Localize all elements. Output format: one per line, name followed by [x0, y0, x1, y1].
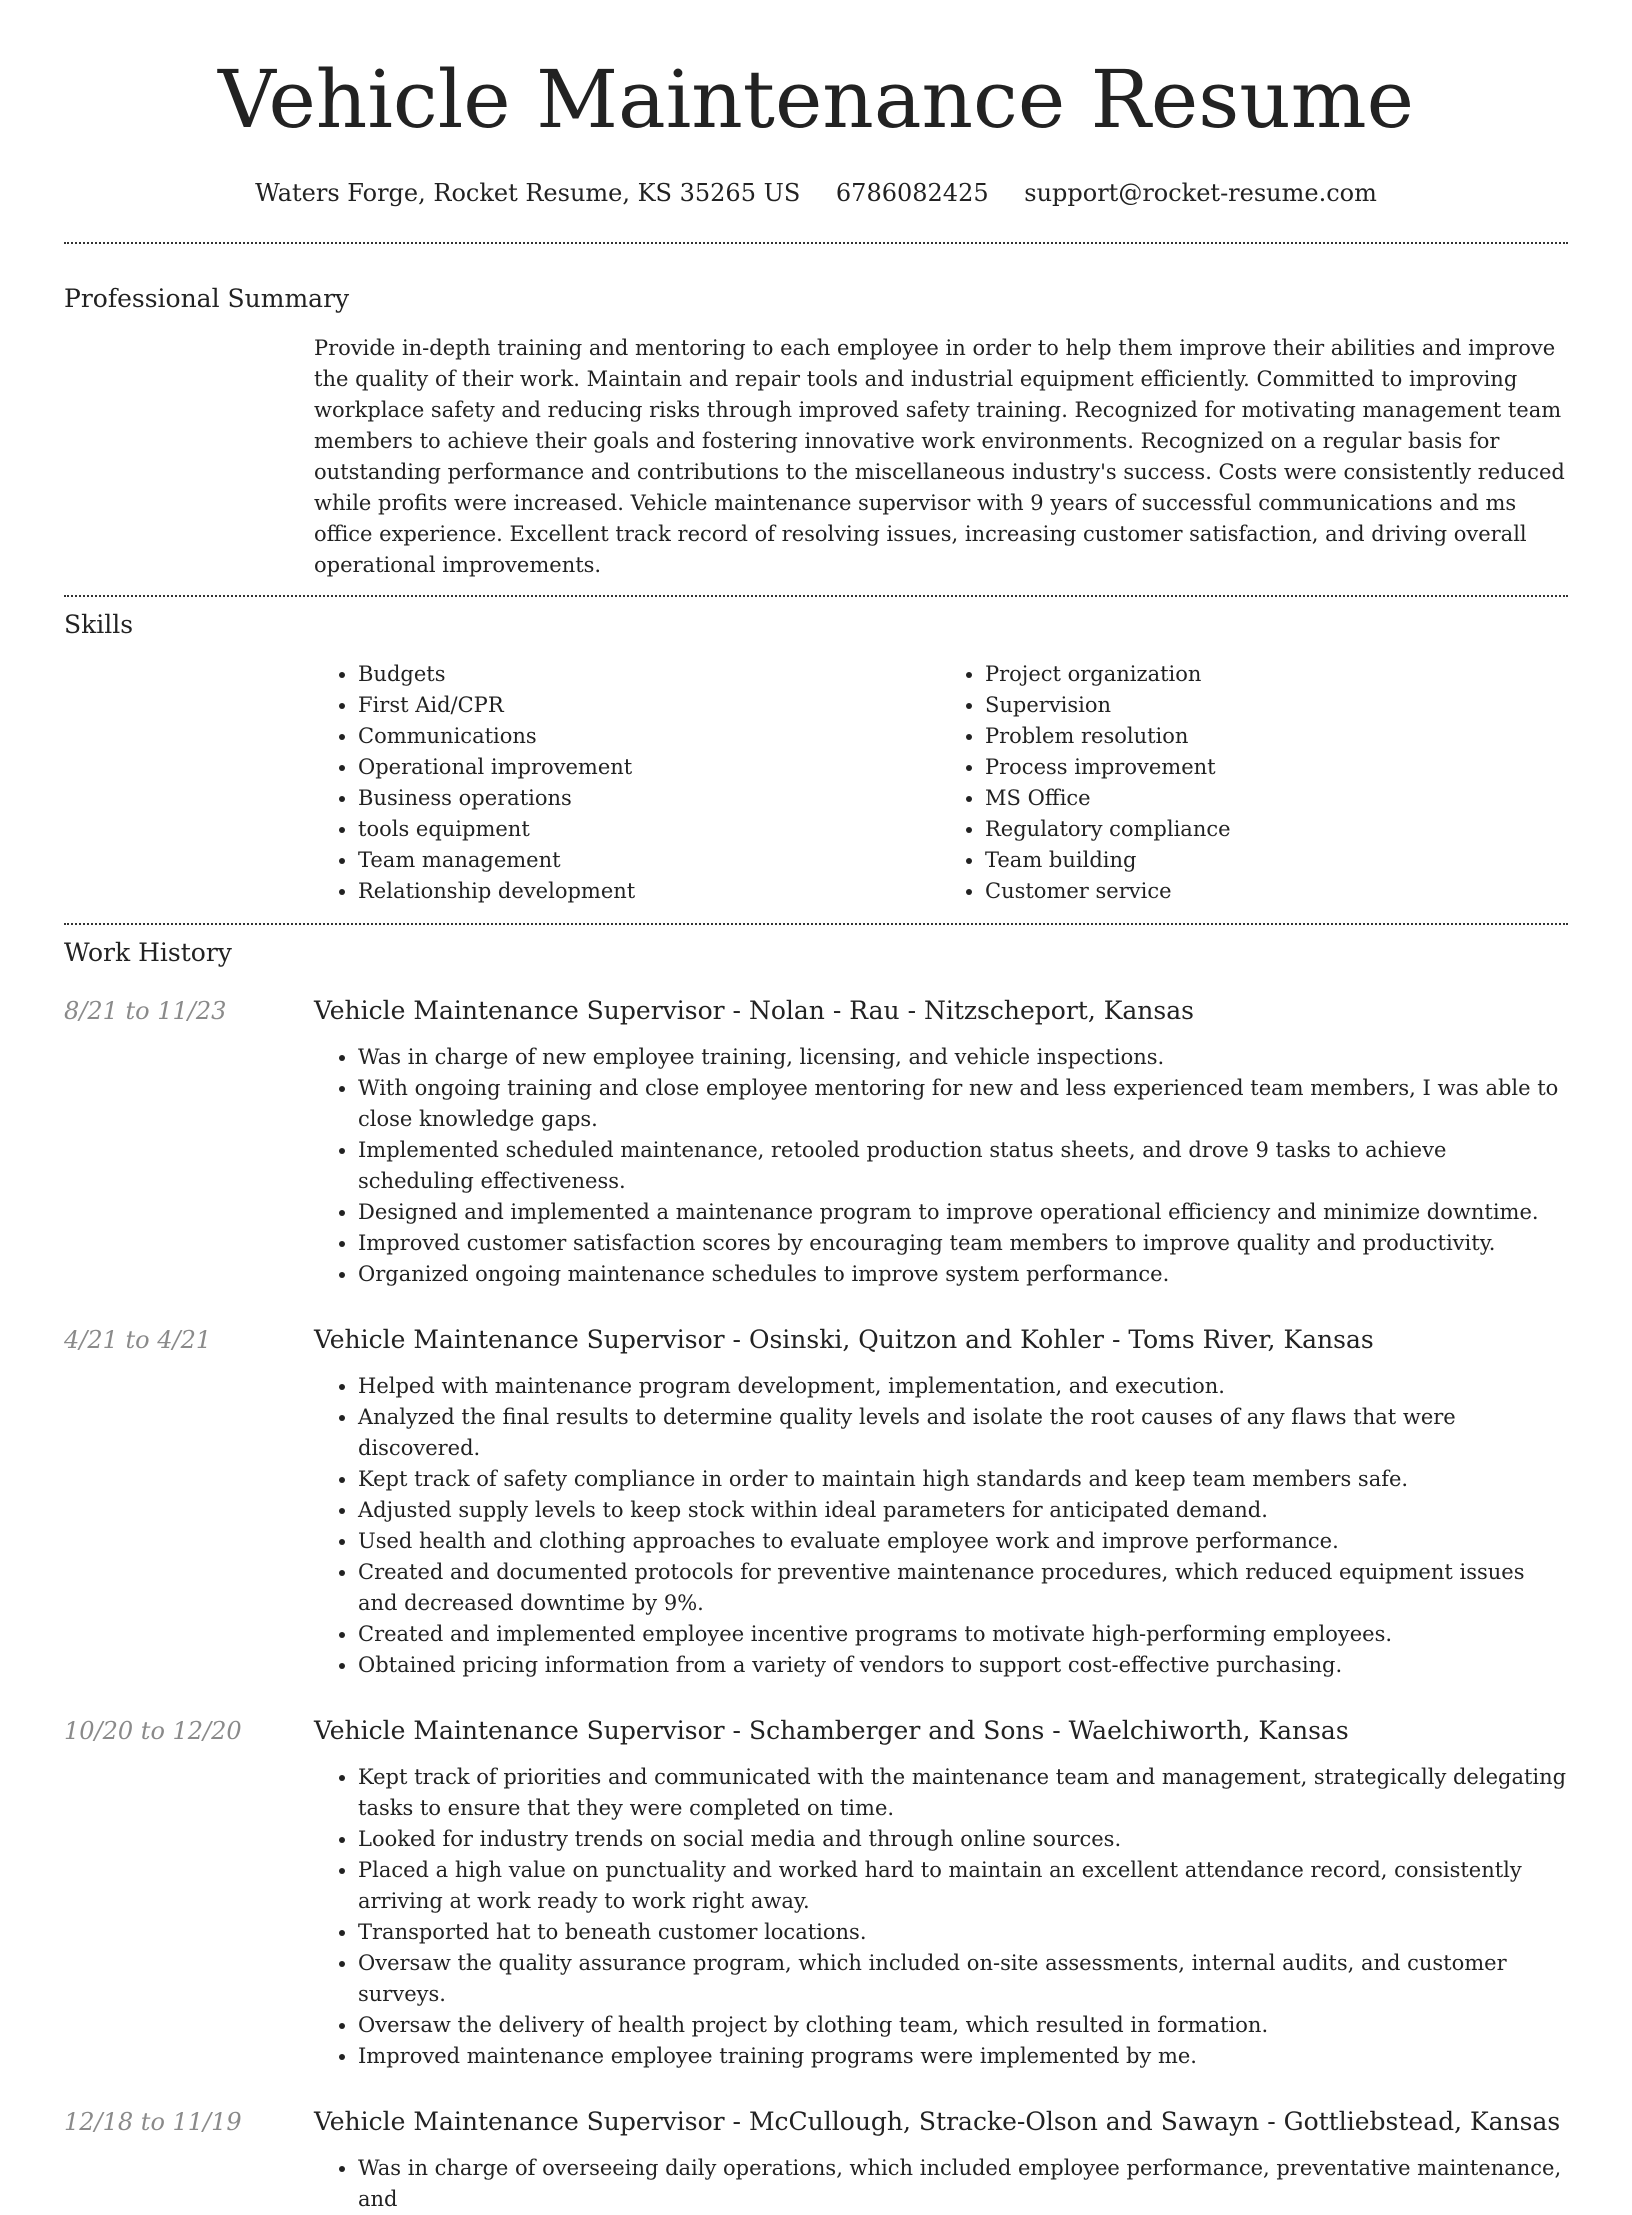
- job-bullet: • Was in charge of overseeing daily operations, which included employee performance, preventative maintenance, and: [358, 2153, 1568, 2215]
- job-bullet: • Looked for industry trends on social media and through online sources.: [358, 1824, 1568, 1855]
- job-bullet: • Improved maintenance employee training programs were implemented by me.: [358, 2041, 1568, 2072]
- job-bullet: • Oversaw the quality assurance program, which included on-site assessments, internal audits, and customer surveys.: [358, 1948, 1568, 2010]
- skills-section: [64, 609, 1568, 907]
- job-bullets: [314, 1042, 1568, 1290]
- job-entry: [64, 2106, 1568, 2215]
- job-title: Vehicle Maintenance Supervisor - Schamberger and Sons - Waelchiworth, Kansas: [314, 1716, 1349, 1745]
- job-bullet: • Was in charge of new employee training, licensing, and vehicle inspections.: [358, 1042, 1568, 1073]
- job-date: 12/18 to 11/19: [64, 2108, 242, 2136]
- summary-heading: Professional Summary: [64, 284, 350, 313]
- job-bullet: • Organized ongoing maintenance schedules to improve system performance.: [358, 1259, 1568, 1290]
- job-bullet: • With ongoing training and close employee mentoring for new and less experienced team members, I was able to close knowledge gaps.: [358, 1073, 1568, 1135]
- job-bullet: • Transported hat to beneath customer locations.: [358, 1917, 1568, 1948]
- resume-title: Vehicle Maintenance Resume: [218, 53, 1414, 146]
- contact-email: support@rocket-resume.com: [1024, 179, 1377, 207]
- skill-item: • Team building: [985, 845, 1568, 876]
- skill-item: • tools equipment: [358, 814, 941, 845]
- job-bullet: • Kept track of priorities and communicated with the maintenance team and management, strategically delegating tasks to ensure that they were completed on time.: [358, 1762, 1568, 1824]
- skill-item: • Problem resolution: [985, 721, 1568, 752]
- skill-item: • Supervision: [985, 690, 1568, 721]
- job-bullet: • Created and documented protocols for preventive maintenance procedures, which reduced equipment issues and decreased downtime by 9%.: [358, 1557, 1568, 1619]
- job-bullets: [314, 2153, 1568, 2215]
- job-bullet: • Created and implemented employee incentive programs to motivate high-performing employees.: [358, 1619, 1568, 1650]
- job-date: 8/21 to 11/23: [64, 997, 227, 1025]
- skills-heading: Skills: [64, 610, 134, 639]
- job-bullet: • Improved customer satisfaction scores by encouraging team members to improve quality and productivity.: [358, 1228, 1568, 1259]
- job-bullet: • Used health and clothing approaches to evaluate employee work and improve performance.: [358, 1526, 1568, 1557]
- job-bullet: • Implemented scheduled maintenance, retooled production status sheets, and drove 9 tasks to achieve scheduling effectiveness.: [358, 1135, 1568, 1197]
- skill-item: • Operational improvement: [358, 752, 941, 783]
- contact-line: [64, 178, 1568, 208]
- resume-page: [64, 0, 1568, 2215]
- skill-item: • Regulatory compliance: [985, 814, 1568, 845]
- job-bullet: • Helped with maintenance program development, implementation, and execution.: [358, 1371, 1568, 1402]
- skill-item: • Budgets: [358, 659, 941, 690]
- job-bullet: • Adjusted supply levels to keep stock within ideal parameters for anticipated demand.: [358, 1495, 1568, 1526]
- job-bullet: • Placed a high value on punctuality and worked hard to maintain an excellent attendance record, consistently arriving at work ready to work right away.: [358, 1855, 1568, 1917]
- job-entry: [64, 995, 1568, 1290]
- job-entry: [64, 1324, 1568, 1681]
- summary-section: [64, 283, 1568, 581]
- work-history-section: [64, 937, 1568, 2215]
- job-bullet: • Kept track of safety compliance in order to maintain high standards and keep team members safe.: [358, 1464, 1568, 1495]
- divider: [64, 923, 1568, 925]
- summary-text: Provide in-depth training and mentoring to each employee in order to help them improve their abilities and improve the quality of their work. Maintain and repair tools and industrial equipment efficiently. Committed to improving workplace safety and reducing risks through improved safety training. Recognized for motivating management team members to achieve their goals and fostering innovative work environments. Recognized on a regular basis for outstanding performance and contributions to the miscellaneous industry's success. Costs were consistently reduced while profits were increased. Vehicle maintenance supervisor with 9 years of successful communications and ms office experience. Excellent track record of resolving issues, increasing customer satisfaction, and driving overall operational improvements.: [314, 336, 1565, 577]
- divider: [64, 595, 1568, 597]
- skills-list-right: [941, 659, 1568, 907]
- contact-phone: 6786082425: [835, 179, 989, 207]
- job-bullet: • Designed and implemented a maintenance program to improve operational efficiency and minimize downtime.: [358, 1197, 1568, 1228]
- skill-item: • Project organization: [985, 659, 1568, 690]
- job-bullets: [314, 1762, 1568, 2072]
- job-title: Vehicle Maintenance Supervisor - Osinski, Quitzon and Kohler - Toms River, Kansas: [314, 1325, 1374, 1354]
- skill-item: • Customer service: [985, 876, 1568, 907]
- skill-item: • Team management: [358, 845, 941, 876]
- work-history-heading: Work History: [64, 938, 232, 967]
- job-bullet: • Analyzed the final results to determine quality levels and isolate the root causes of any flaws that were discovered.: [358, 1402, 1568, 1464]
- job-bullet: • Obtained pricing information from a variety of vendors to support cost-effective purchasing.: [358, 1650, 1568, 1681]
- job-date: 4/21 to 4/21: [64, 1326, 212, 1354]
- skill-item: • First Aid/CPR: [358, 690, 941, 721]
- job-entry: [64, 1715, 1568, 2072]
- divider: [64, 242, 1568, 244]
- skill-item: • Process improvement: [985, 752, 1568, 783]
- skill-item: • Relationship development: [358, 876, 941, 907]
- skill-item: • MS Office: [985, 783, 1568, 814]
- skills-list-left: [314, 659, 941, 907]
- job-bullets: [314, 1371, 1568, 1681]
- job-title: Vehicle Maintenance Supervisor - Nolan - Rau - Nitzscheport, Kansas: [314, 996, 1194, 1025]
- contact-address: Waters Forge, Rocket Resume, KS 35265 US: [255, 179, 801, 207]
- skill-item: • Business operations: [358, 783, 941, 814]
- job-date: 10/20 to 12/20: [64, 1717, 242, 1745]
- job-bullet: • Oversaw the delivery of health project by clothing team, which resulted in formation.: [358, 2010, 1568, 2041]
- job-title: Vehicle Maintenance Supervisor - McCullough, Stracke-Olson and Sawayn - Gottliebstead, Kansas: [314, 2107, 1561, 2136]
- skill-item: • Communications: [358, 721, 941, 752]
